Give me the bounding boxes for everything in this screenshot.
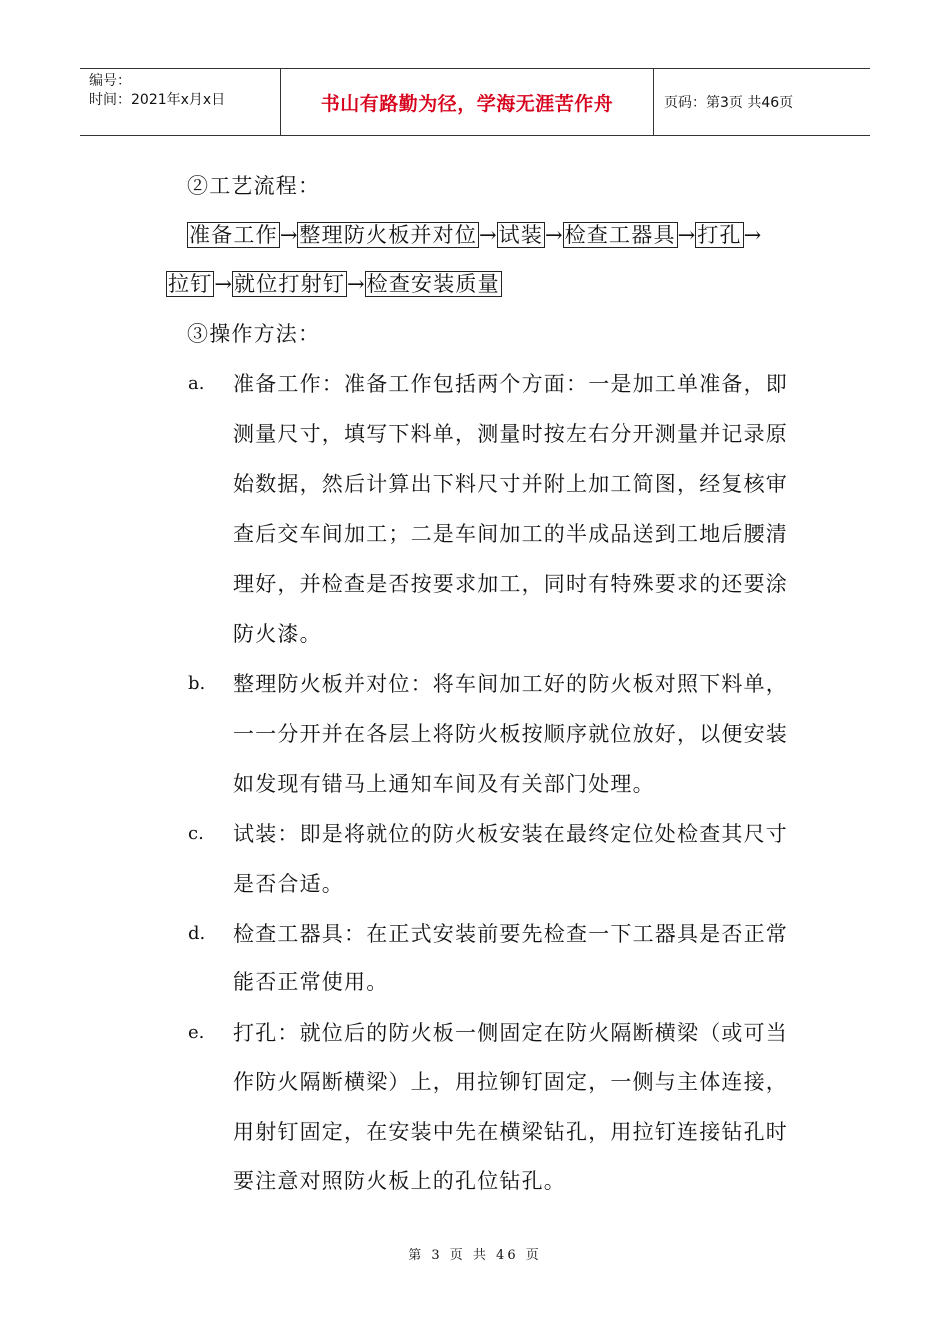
paragraph-line: 用射钉固定，在安装中先在横梁钻孔，用拉钉连接钻孔时 [233, 1120, 788, 1144]
paragraph-line: 准备工作：准备工作包括两个方面：一是加工单准备，即 [233, 372, 788, 396]
flow-arrow: → [214, 272, 233, 296]
flow-step: 就位打射钉 [234, 272, 346, 296]
flow-arrow: → [279, 223, 298, 247]
paragraph-line: 要注意对照防火板上的孔位钻孔。 [233, 1169, 566, 1193]
flow-step: 打孔 [697, 223, 742, 247]
item-label: d. [188, 923, 206, 944]
item-label: e. [188, 1022, 205, 1043]
flow-arrow: → [479, 223, 497, 247]
page-header [80, 68, 870, 136]
flow-step: 整理防火板并对位 [299, 223, 478, 247]
paragraph-line: 作防火隔断横梁）上，用拉铆钉固定，一侧与主体连接， [233, 1070, 788, 1094]
paragraph-line: 检查工器具：在正式安装前要先检查一下工器具是否正常 [233, 922, 788, 946]
paragraph-line: 整理防火板并对位：将车间加工好的防火板对照下料单， [233, 672, 788, 696]
section-title-process: ②工艺流程： [187, 174, 321, 198]
paragraph-line: 试装：即是将就位的防火板安装在最终定位处检查其尺寸 [233, 822, 788, 846]
header-info-cell [80, 69, 281, 135]
paragraph-line: 能否正常使用。 [233, 970, 389, 994]
flow-step: 检查工器具 [564, 223, 676, 247]
date-label: 时间：2021年x月x日 [89, 92, 226, 108]
flow-arrow: → [347, 272, 365, 296]
number-label: 编号： [89, 73, 131, 89]
paragraph-line: 是否合适。 [233, 872, 344, 896]
paragraph-line: 如发现有错马上通知车间及有关部门处理。 [233, 772, 655, 796]
item-label: c. [188, 823, 204, 844]
flow-step: 拉钉 [168, 272, 213, 296]
paragraph-line: 一一分开并在各层上将防火板按顺序就位放好，以便安装 [233, 722, 788, 746]
paragraph-line: 查后交车间加工；二是车间加工的半成品送到工地后腰清 [233, 522, 788, 546]
item-label: b. [188, 673, 206, 694]
item-label: a. [188, 373, 205, 394]
section-title-method: ③操作方法： [187, 322, 321, 346]
flow-step: 准备工作 [189, 223, 278, 247]
flow-arrow: → [545, 223, 563, 247]
paragraph-line: 打孔：就位后的防火板一侧固定在防火隔断横梁（或可当 [233, 1021, 788, 1045]
flow-arrow: → [677, 223, 696, 247]
paragraph-line: 防火漆。 [233, 622, 322, 646]
flow-arrow: → [743, 223, 762, 247]
header-page-info: 页码：第3页 共46页 [664, 95, 794, 111]
flow-line-2 [166, 270, 502, 298]
paragraph-line: 理好，并检查是否按要求加工，同时有特殊要求的还要涂 [233, 572, 788, 596]
flow-step: 试装 [498, 223, 544, 247]
paragraph-line: 始数据，然后计算出下料尺寸并附上加工简图，经复核审 [233, 472, 788, 496]
flow-step: 检查安装质量 [366, 272, 500, 296]
header-motto: 书山有路勤为径，学海无涯苦作舟 [281, 69, 654, 135]
paragraph-line: 测量尺寸，填写下料单，测量时按左右分开测量并记录原 [233, 422, 788, 446]
page-footer: 第 3 页 共 46 页 [408, 1248, 542, 1263]
flow-line-1 [187, 221, 761, 249]
